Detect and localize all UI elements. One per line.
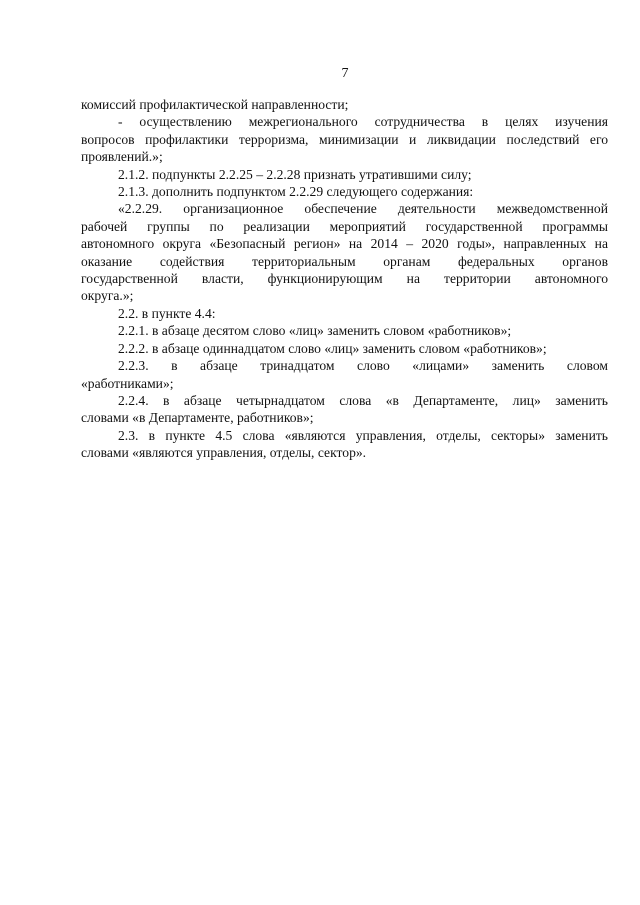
paragraph-2-3-continued (81, 444, 608, 461)
text-line: 2.2.2. в абзаце одиннадцатом слово «лиц» заменить словом «работников»; (118, 340, 547, 356)
text-line: словами «являются управления, отделы, сектор». (81, 445, 367, 461)
text-line: комиссий профилактической направленности; (81, 97, 349, 112)
page-number: 7 (341, 66, 349, 81)
text-line: «работниками»; (81, 375, 174, 391)
paragraph-commissions (81, 96, 608, 113)
paragraph-2-2-29 (81, 200, 608, 217)
paragraph-2-1-2 (81, 166, 608, 183)
paragraph-2-2-29-continued (81, 218, 608, 305)
paragraph-cooperation-continued (81, 131, 608, 166)
text-line: 2.1.3. дополнить подпунктом 2.2.29 следующего содержания: (118, 184, 474, 200)
text-line: «2.2.29. организационное обеспечение деятельности межведомственной (118, 201, 608, 217)
paragraph-2-2-3 (81, 357, 608, 374)
text-line: 2.3. в пункте 4.5 слова «являются управления, отделы, секторы» заменить (118, 427, 608, 443)
text-line: округа.»; (81, 288, 134, 304)
text-line: 2.1.2. подпункты 2.2.25 – 2.2.28 признать утратившими силу; (118, 166, 472, 182)
paragraph-2-3 (81, 427, 608, 444)
document-body (81, 96, 608, 462)
text-line: 2.2. в пункте 4.4: (118, 305, 216, 321)
text-line: 2.2.3. в абзаце тринадцатом слово «лицами» заменить словом (118, 358, 608, 374)
text-line: 2.2.4. в абзаце четырнадцатом слова «в Департаменте, лиц» заменить (118, 392, 608, 408)
text-line: оказание содействия территориальным органам федеральных органов (81, 253, 608, 269)
text-line: автономного округа «Безопасный регион» на 2014 – 2020 годы», направленных на (81, 236, 608, 252)
paragraph-cooperation (81, 113, 608, 130)
paragraph-2-1-3 (81, 183, 608, 200)
text-line: проявлений.»; (81, 149, 163, 165)
text-line: - осуществлению межрегионального сотрудничества в целях изучения (118, 114, 608, 130)
paragraph-2-2 (81, 305, 608, 322)
paragraph-2-2-2 (81, 340, 608, 357)
paragraph-2-2-4-continued (81, 409, 608, 426)
text-line: государственной власти, функционирующим на территории автономного (81, 271, 608, 287)
text-line: 2.2.1. в абзаце десятом слово «лиц» заменить словом «работников»; (118, 323, 512, 339)
text-line: словами «в Департаменте, работников»; (81, 410, 314, 426)
paragraph-2-2-4 (81, 392, 608, 409)
paragraph-2-2-1 (81, 322, 608, 339)
paragraph-2-2-3-continued (81, 375, 608, 392)
text-line: вопросов профилактики терроризма, минимизации и ликвидации последствий его (81, 131, 608, 147)
text-line: рабочей группы по реализации мероприятий государственной программы (81, 218, 608, 234)
